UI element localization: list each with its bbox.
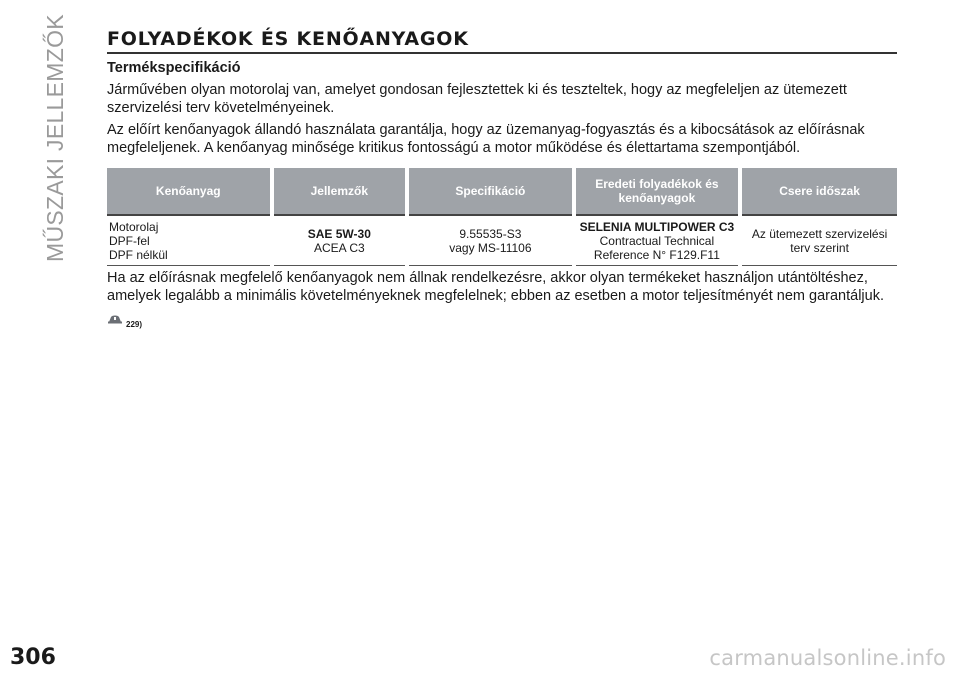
subheading: Termékspecifikáció	[107, 60, 241, 76]
header-change-interval: Csere időszak	[742, 168, 897, 216]
warning-icon	[107, 311, 123, 329]
lubricant-variant-no-dpf: DPF nélkül	[109, 248, 168, 262]
product-name: SELENIA MULTIPOWER C3	[579, 220, 735, 234]
lubricant-variant-dpf: DPF-fel	[109, 234, 150, 248]
warning-reference[interactable]	[107, 311, 897, 329]
table-header-row	[107, 168, 897, 216]
spec-line-1: 9.55535-S3	[459, 227, 522, 241]
page-heading: FOLYADÉKOK ÉS KENŐANYAGOK	[107, 28, 897, 54]
cell-specification	[409, 216, 572, 266]
cell-change-interval	[742, 216, 897, 266]
header-original-fluids: Eredeti folyadékok és kenőanyagok	[576, 168, 739, 216]
cell-original-fluids	[576, 216, 739, 266]
watermark: carmanualsonline.info	[709, 646, 946, 670]
header-characteristics: Jellemzők	[274, 168, 406, 216]
intro-paragraph-2: Az előírt kenőanyagok állandó használata garantálja, hogy az üzemanyag-fogyasztás és a kibocsátások az előírásnak megfeleljenek. A kenőanyag minősége kritikus fontosságú a motor működése és élettartama szempontjából.	[107, 122, 865, 156]
interval-text: Az ütemezett szervizelési terv szerint	[751, 227, 888, 255]
warning-ref-number: 229)	[126, 320, 143, 329]
spec-line-2: vagy MS-11106	[449, 241, 532, 255]
header-specification: Specifikáció	[409, 168, 572, 216]
page-number: 306	[10, 645, 56, 670]
reference-line-2: Reference N° F129.F11	[593, 248, 720, 262]
viscosity-grade: SAE 5W-30	[307, 227, 371, 241]
acea-class: ACEA C3	[313, 241, 365, 255]
main-content	[107, 28, 897, 329]
cell-lubricant	[107, 216, 270, 266]
table-row	[107, 216, 897, 266]
lubricant-table	[103, 168, 901, 266]
intro-paragraph-1: Járművében olyan motorolaj van, amelyet gondosan fejlesztettek ki és teszteltek, hogy az megfeleljen az ütemezett szervizelési terv követelményeinek.	[107, 82, 847, 116]
side-section-title: MŰSZAKI JELLEMZŐK	[42, 14, 68, 262]
lubricant-name: Motorolaj	[109, 220, 159, 234]
cell-characteristics	[274, 216, 406, 266]
reference-line-1: Contractual Technical	[599, 234, 715, 248]
header-lubricant: Kenőanyag	[107, 168, 270, 216]
note-paragraph: Ha az előírásnak megfelelő kenőanyagok nem állnak rendelkezésre, akkor olyan termékeket használjon utántöltéshez, amelyek legalább a minimális követelményeknek megfelelnek; ebben az esetben a motor teljesítményét nem garantáljuk.	[107, 270, 884, 304]
